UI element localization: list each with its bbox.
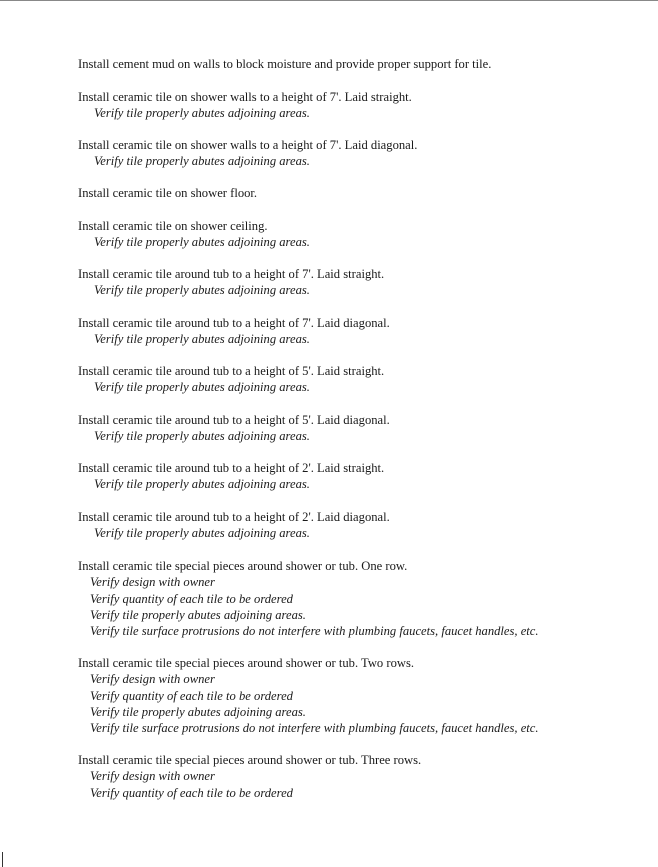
item-text: Install ceramic tile on shower walls to a height of 7'. Laid straight.	[78, 90, 412, 104]
item-note: Verify design with owner	[90, 672, 215, 687]
item-note: Verify tile properly abutes adjoining areas.	[94, 526, 310, 541]
item-text: Install ceramic tile around tub to a height of 2'. Laid diagonal.	[78, 510, 390, 524]
item-special-pieces-two-rows	[78, 655, 648, 736]
item-tub-7-straight	[78, 266, 648, 299]
item-tub-5-straight	[78, 363, 648, 396]
item-note: Verify tile properly abutes adjoining areas.	[94, 154, 310, 169]
item-special-pieces-three-rows	[78, 752, 648, 801]
item-tub-2-diagonal	[78, 509, 648, 542]
item-text: Install ceramic tile around tub to a height of 5'. Laid diagonal.	[78, 413, 390, 427]
item-note: Verify quantity of each tile to be ordered	[90, 785, 293, 800]
item-note: Verify tile properly abutes adjoining areas.	[90, 607, 306, 622]
item-shower-floor	[78, 185, 648, 201]
item-note: Verify tile properly abutes adjoining areas.	[94, 477, 310, 492]
item-note: Verify tile properly abutes adjoining areas.	[94, 332, 310, 347]
item-note: Verify tile properly abutes adjoining areas.	[94, 235, 310, 250]
item-note: Verify quantity of each tile to be ordered	[90, 591, 293, 606]
item-shower-walls-7-straight	[78, 89, 648, 122]
item-tub-5-diagonal	[78, 412, 648, 445]
item-note: Verify tile surface protrusions do not interfere with plumbing faucets, faucet handles, etc.	[90, 721, 539, 736]
item-tub-7-diagonal	[78, 315, 648, 348]
item-text: Install ceramic tile around tub to a height of 7'. Laid diagonal.	[78, 316, 390, 330]
item-shower-walls-7-diagonal	[78, 137, 648, 170]
item-note: Verify quantity of each tile to be ordered	[90, 688, 293, 703]
item-note: Verify tile surface protrusions do not interfere with plumbing faucets, faucet handles, etc.	[90, 624, 539, 639]
item-text: Install ceramic tile on shower walls to a height of 7'. Laid diagonal.	[78, 138, 418, 152]
scan-edge-mark	[2, 852, 3, 867]
item-text: Install ceramic tile around tub to a height of 2'. Laid straight.	[78, 461, 385, 475]
item-text: Install cement mud on walls to block moisture and provide proper support for tile.	[78, 57, 492, 71]
item-special-pieces-one-row	[78, 558, 648, 639]
item-tub-2-straight	[78, 460, 648, 493]
item-note: Verify design with owner	[90, 575, 215, 590]
item-cement-mud	[78, 56, 648, 72]
item-note: Verify tile properly abutes adjoining areas.	[94, 283, 310, 298]
item-text: Install ceramic tile special pieces around shower or tub. Three rows.	[78, 753, 422, 767]
item-note: Verify design with owner	[90, 769, 215, 784]
item-note: Verify tile properly abutes adjoining areas.	[94, 106, 310, 121]
item-text: Install ceramic tile special pieces around shower or tub. Two rows.	[78, 656, 415, 670]
item-text: Install ceramic tile around tub to a height of 5'. Laid straight.	[78, 364, 385, 378]
item-text: Install ceramic tile on shower floor.	[78, 186, 258, 200]
item-text: Install ceramic tile on shower ceiling.	[78, 219, 268, 233]
item-note: Verify tile properly abutes adjoining areas.	[94, 380, 310, 395]
item-shower-ceiling	[78, 218, 648, 251]
item-text: Install ceramic tile special pieces around shower or tub. One row.	[78, 559, 408, 573]
item-note: Verify tile properly abutes adjoining areas.	[94, 429, 310, 444]
item-note: Verify tile properly abutes adjoining areas.	[90, 704, 306, 719]
item-text: Install ceramic tile around tub to a height of 7'. Laid straight.	[78, 267, 385, 281]
